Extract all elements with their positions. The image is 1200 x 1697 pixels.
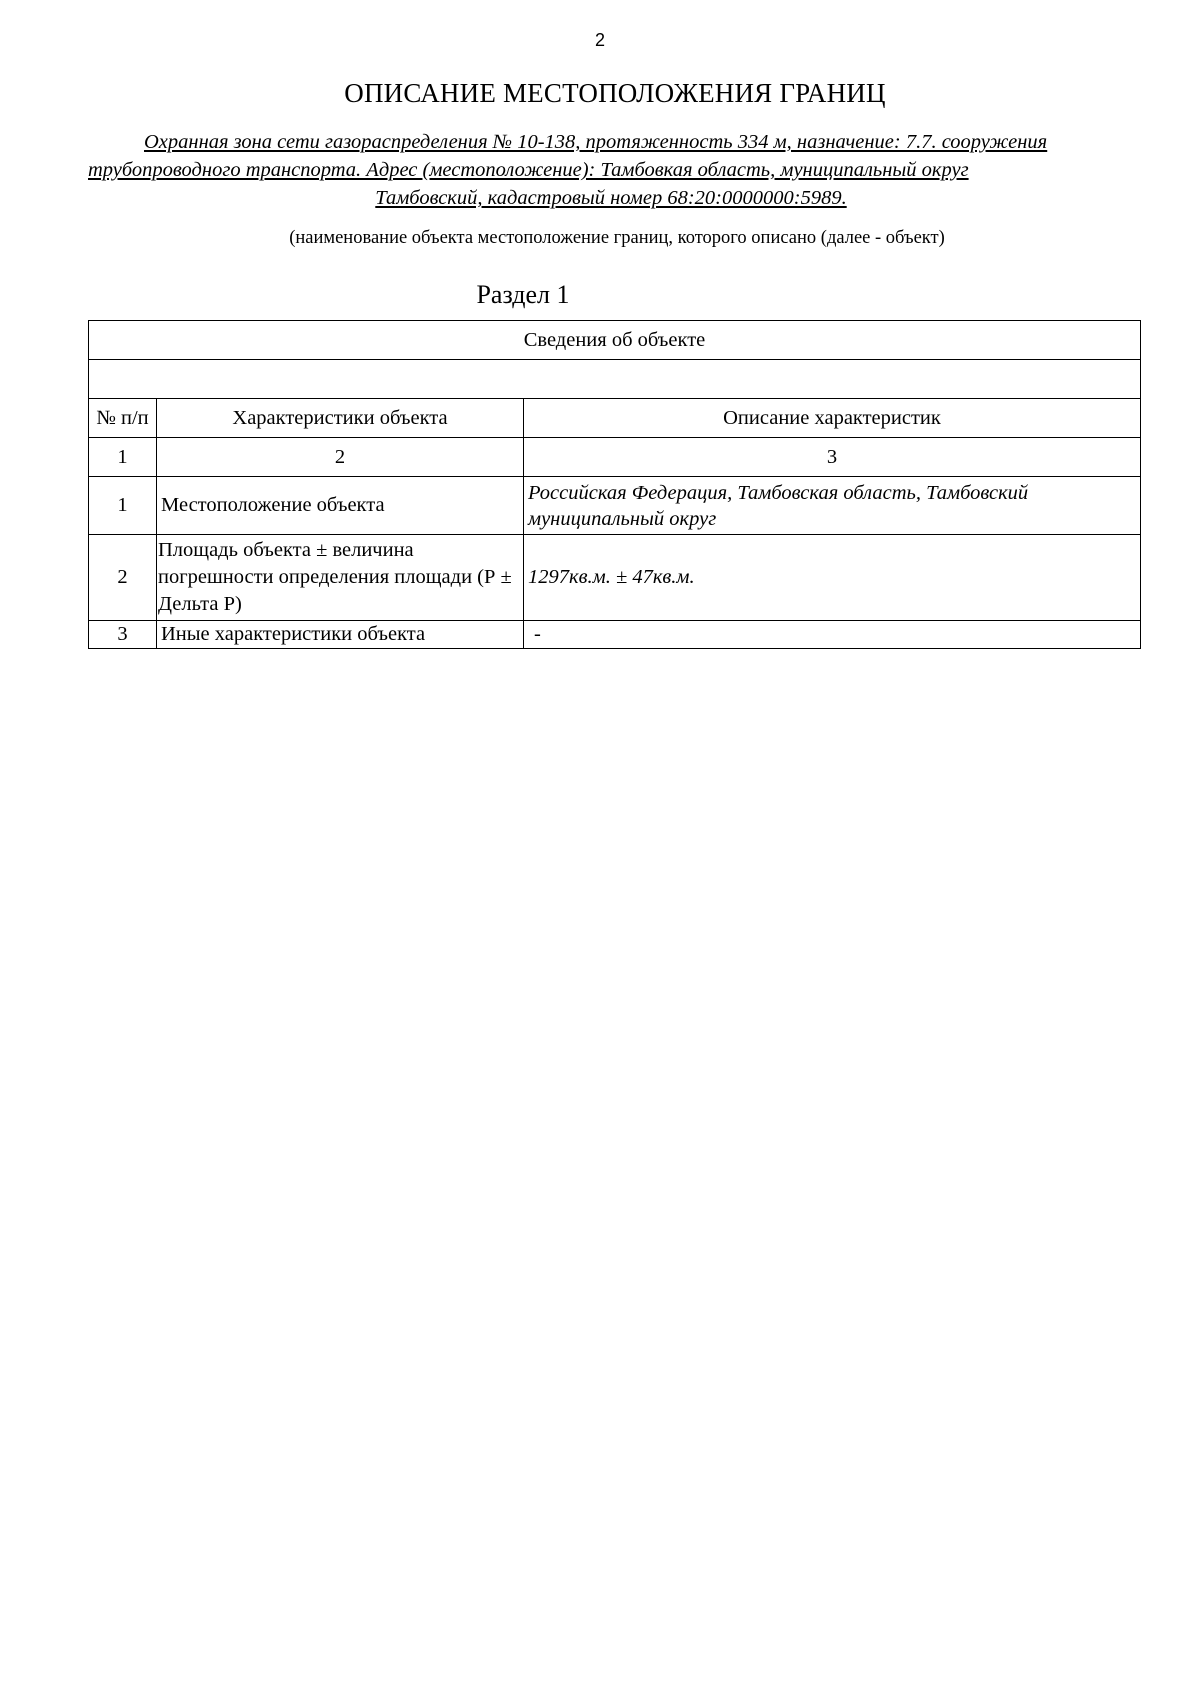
row-characteristic: Иные характеристики объекта — [157, 621, 524, 649]
column-header-row — [89, 399, 1141, 438]
row-description: 1297кв.м. ± 47кв.м. — [524, 535, 1141, 621]
column-header: Описание характеристик — [524, 399, 1141, 438]
row-characteristic: Местоположение объекта — [157, 477, 524, 535]
object-caption: (наименование объекта местоположение границ, которого описано (далее - объект) — [289, 228, 945, 248]
table-row — [89, 621, 1141, 649]
object-description-line: Тамбовский, кадастровый номер 68:20:0000000:5989. — [375, 187, 847, 209]
column-header: № п/п — [89, 399, 157, 438]
row-number: 2 — [89, 535, 157, 621]
column-number: 3 — [524, 438, 1141, 477]
row-description: - — [524, 621, 1141, 649]
table-row — [89, 477, 1141, 535]
object-description — [88, 128, 1134, 212]
table-header: Сведения об объекте — [89, 321, 1141, 360]
column-number: 2 — [157, 438, 524, 477]
column-number: 1 — [89, 438, 157, 477]
object-description-line: трубопроводного транспорта. Адрес (местоположение): Тамбовкая область, муниципальный округ — [88, 159, 969, 181]
object-info-table — [88, 320, 1141, 649]
row-number: 1 — [89, 477, 157, 535]
object-description-line: Охранная зона сети газораспределения № 10-138, протяженность 334 м, назначение: 7.7. сооружения — [144, 131, 1048, 153]
column-number-row — [89, 438, 1141, 477]
document-title: ОПИСАНИЕ МЕСТОПОЛОЖЕНИЯ ГРАНИЦ — [344, 78, 886, 108]
table-empty-row — [89, 360, 1141, 399]
table-empty-cell — [89, 360, 1141, 399]
row-number: 3 — [89, 621, 157, 649]
column-header: Характеристики объекта — [157, 399, 524, 438]
table-header-row — [89, 321, 1141, 360]
row-description: Российская Федерация, Тамбовская область, Тамбовский муниципальный округ — [524, 477, 1141, 535]
table-row — [89, 535, 1141, 621]
section-title: Раздел 1 — [476, 280, 570, 309]
page-number: 2 — [594, 30, 605, 50]
row-characteristic: Площадь объекта ± величина погрешности определения площади (Р ± Дельта Р) — [157, 535, 524, 621]
